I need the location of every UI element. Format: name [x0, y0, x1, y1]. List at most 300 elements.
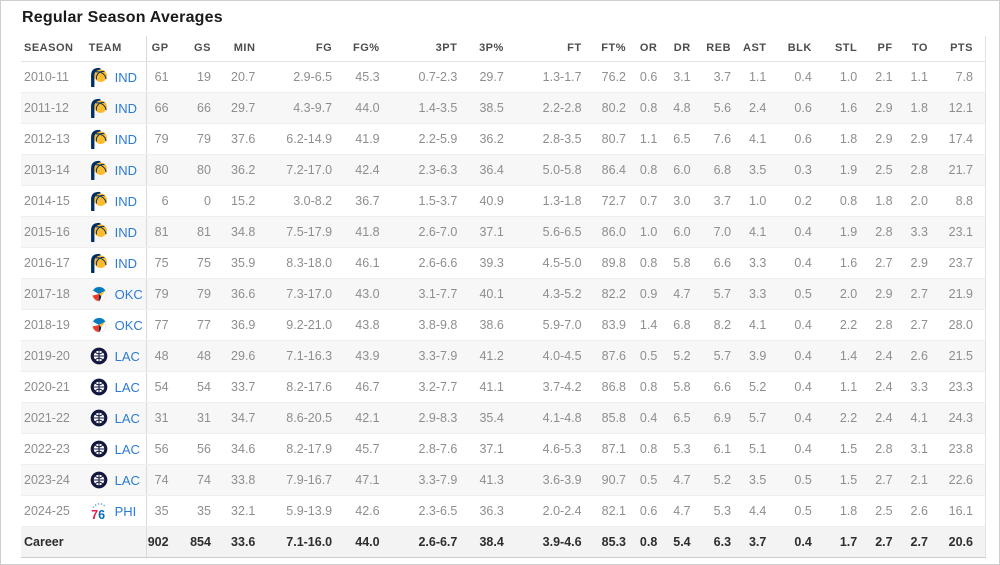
stat-fgp: 46.7 [344, 372, 391, 403]
stat-stl: 1.1 [824, 372, 869, 403]
stat-pts: 28.0 [940, 310, 986, 341]
team-cell [86, 62, 147, 93]
stat-ft: 5.0-5.8 [516, 155, 594, 186]
team-cell [86, 465, 147, 496]
season-label: 2019-20 [21, 341, 86, 372]
team-link-lac[interactable]: LAC [114, 472, 140, 488]
stat-blk: 0.4 [778, 372, 823, 403]
stat-reb: 6.9 [703, 403, 743, 434]
season-label: 2016-17 [21, 248, 86, 279]
stat-tpp: 39.3 [469, 248, 515, 279]
season-label: 2020-21 [21, 372, 86, 403]
stat-ftp: 89.8 [594, 248, 638, 279]
stat-reb: 8.2 [703, 310, 743, 341]
stat-stl: 2.0 [824, 279, 869, 310]
stat-pts: 23.3 [940, 372, 986, 403]
stat-reb: 7.6 [703, 124, 743, 155]
stat-tpt: 3.1-7.7 [392, 279, 470, 310]
stat-pf: 2.7 [869, 465, 904, 496]
season-label: 2021-22 [21, 403, 86, 434]
season-label: 2023-24 [21, 465, 86, 496]
stat-blk: 0.4 [778, 62, 823, 93]
stat-ftp: 82.1 [594, 496, 638, 527]
stat-reb: 5.3 [703, 496, 743, 527]
stat-tpp: 36.3 [469, 496, 515, 527]
stat-to: 2.9 [905, 248, 940, 279]
team-link-lac[interactable]: LAC [114, 348, 140, 364]
team-cell [86, 93, 147, 124]
stat-stl: 2.2 [824, 310, 869, 341]
pacers-logo-icon [89, 129, 109, 149]
team-link-lac[interactable]: LAC [114, 410, 140, 426]
stat-dr: 5.2 [669, 341, 702, 372]
stat-pts: 23.7 [940, 248, 986, 279]
stat-or: 0.7 [638, 186, 669, 217]
career-stat-tpp: 38.4 [469, 527, 515, 558]
table-row [21, 341, 986, 372]
stat-tpp: 35.4 [469, 403, 515, 434]
stat-tpt: 2.9-8.3 [392, 403, 470, 434]
stat-gs: 79 [181, 279, 223, 310]
stat-ftp: 80.2 [594, 93, 638, 124]
stat-gs: 79 [181, 124, 223, 155]
stat-reb: 6.6 [703, 248, 743, 279]
career-team-empty-cell [86, 527, 147, 558]
stat-fg: 7.1-16.3 [267, 341, 344, 372]
stat-fg: 7.2-17.0 [267, 155, 344, 186]
stat-to: 3.3 [905, 372, 940, 403]
stat-ftp: 86.4 [594, 155, 638, 186]
career-stat-dr: 5.4 [669, 527, 702, 558]
stat-pf: 2.8 [869, 217, 904, 248]
team-cell [86, 248, 147, 279]
stat-or: 1.0 [638, 217, 669, 248]
stat-pf: 2.1 [869, 62, 904, 93]
team-link-lac[interactable]: LAC [114, 441, 140, 457]
stat-gp: 66 [146, 93, 180, 124]
stat-fg: 6.2-14.9 [267, 124, 344, 155]
career-stat-gs: 854 [181, 527, 223, 558]
stat-ft: 1.3-1.7 [516, 62, 594, 93]
table-row [21, 403, 986, 434]
stat-reb: 5.6 [703, 93, 743, 124]
table-row [21, 124, 986, 155]
stat-tpt: 3.3-7.9 [392, 341, 470, 372]
season-label: 2018-19 [21, 310, 86, 341]
stat-fgp: 41.8 [344, 217, 391, 248]
stat-tpt: 2.3-6.5 [392, 496, 470, 527]
stat-ft: 2.0-2.4 [516, 496, 594, 527]
column-header-tpt: 3PT [392, 36, 470, 62]
stat-pf: 2.9 [869, 93, 904, 124]
column-header-pf: PF [869, 36, 904, 62]
thunder-logo-icon [89, 284, 109, 304]
stat-gp: 81 [146, 217, 180, 248]
stat-min: 36.2 [223, 155, 267, 186]
stat-fg: 7.9-16.7 [267, 465, 344, 496]
stat-blk: 0.4 [778, 403, 823, 434]
team-link-ind[interactable]: IND [114, 131, 138, 147]
stat-dr: 4.8 [669, 93, 702, 124]
career-stat-reb: 6.3 [703, 527, 743, 558]
stat-fgp: 42.4 [344, 155, 391, 186]
team-link-okc[interactable]: OKC [114, 317, 143, 333]
team-cell [86, 124, 147, 155]
stat-or: 0.8 [638, 248, 669, 279]
stat-gs: 80 [181, 155, 223, 186]
stat-tpp: 41.1 [469, 372, 515, 403]
stat-fgp: 43.0 [344, 279, 391, 310]
stat-to: 2.8 [905, 155, 940, 186]
stat-pts: 22.6 [940, 465, 986, 496]
stat-gp: 48 [146, 341, 180, 372]
season-averages-table [21, 36, 986, 558]
stat-gs: 31 [181, 403, 223, 434]
stat-fg: 8.2-17.6 [267, 372, 344, 403]
stat-pf: 2.4 [869, 372, 904, 403]
stat-pf: 2.9 [869, 124, 904, 155]
stat-dr: 3.1 [669, 62, 702, 93]
stat-gs: 35 [181, 496, 223, 527]
stat-stl: 1.8 [824, 496, 869, 527]
team-cell [86, 279, 147, 310]
stat-tpt: 3.2-7.7 [392, 372, 470, 403]
column-header-tpp: 3P% [469, 36, 515, 62]
stat-fgp: 45.3 [344, 62, 391, 93]
stat-fg: 8.3-18.0 [267, 248, 344, 279]
clippers-logo-icon [89, 439, 109, 459]
stat-fg: 9.2-21.0 [267, 310, 344, 341]
stat-reb: 5.2 [703, 465, 743, 496]
career-stat-or: 0.8 [638, 527, 669, 558]
stat-ftp: 72.7 [594, 186, 638, 217]
stat-pf: 2.7 [869, 248, 904, 279]
stat-gs: 77 [181, 310, 223, 341]
table-row [21, 465, 986, 496]
stat-gp: 31 [146, 403, 180, 434]
stat-ft: 4.5-5.0 [516, 248, 594, 279]
stat-min: 33.7 [223, 372, 267, 403]
table-body [21, 62, 986, 527]
stat-or: 0.5 [638, 465, 669, 496]
team-cell [86, 496, 147, 527]
stat-fgp: 46.1 [344, 248, 391, 279]
stat-tpp: 37.1 [469, 217, 515, 248]
column-header-team: TEAM [86, 36, 147, 62]
clippers-logo-icon [89, 377, 109, 397]
stat-min: 20.7 [223, 62, 267, 93]
column-header-to: TO [905, 36, 940, 62]
stat-fgp: 43.9 [344, 341, 391, 372]
pacers-logo-icon [89, 160, 109, 180]
stat-ast: 5.7 [743, 403, 778, 434]
team-link-ind[interactable]: IND [114, 100, 138, 116]
stat-pts: 23.8 [940, 434, 986, 465]
season-label: 2024-25 [21, 496, 86, 527]
team-cell [86, 186, 147, 217]
stat-stl: 1.9 [824, 217, 869, 248]
stat-min: 36.6 [223, 279, 267, 310]
team-cell [86, 310, 147, 341]
stat-pts: 7.8 [940, 62, 986, 93]
team-link-ind[interactable]: IND [114, 69, 138, 85]
stat-pf: 2.5 [869, 496, 904, 527]
stat-or: 1.4 [638, 310, 669, 341]
column-header-gs: GS [181, 36, 223, 62]
column-header-pts: PTS [940, 36, 986, 62]
stat-tpt: 3.3-7.9 [392, 465, 470, 496]
stat-pts: 23.1 [940, 217, 986, 248]
stat-min: 34.8 [223, 217, 267, 248]
stat-to: 1.8 [905, 93, 940, 124]
career-stat-ast: 3.7 [743, 527, 778, 558]
stat-ast: 4.1 [743, 310, 778, 341]
stat-gp: 79 [146, 124, 180, 155]
stat-ast: 5.2 [743, 372, 778, 403]
stat-blk: 0.6 [778, 93, 823, 124]
stat-ast: 3.3 [743, 279, 778, 310]
column-header-stl: STL [824, 36, 869, 62]
stat-dr: 5.8 [669, 248, 702, 279]
stat-gp: 80 [146, 155, 180, 186]
stat-fg: 7.5-17.9 [267, 217, 344, 248]
stat-pf: 1.8 [869, 186, 904, 217]
stat-tpt: 3.8-9.8 [392, 310, 470, 341]
stat-blk: 0.2 [778, 186, 823, 217]
career-stat-tpt: 2.6-6.7 [392, 527, 470, 558]
stat-tpp: 41.3 [469, 465, 515, 496]
stat-fg: 8.2-17.9 [267, 434, 344, 465]
team-cell [86, 155, 147, 186]
stat-tpp: 40.1 [469, 279, 515, 310]
team-cell [86, 434, 147, 465]
stat-fg: 2.9-6.5 [267, 62, 344, 93]
column-header-reb: REB [703, 36, 743, 62]
stat-gp: 56 [146, 434, 180, 465]
stat-ft: 5.9-7.0 [516, 310, 594, 341]
stat-gp: 74 [146, 465, 180, 496]
stat-ast: 1.1 [743, 62, 778, 93]
stat-ftp: 87.6 [594, 341, 638, 372]
stat-gs: 0 [181, 186, 223, 217]
stat-tpt: 2.6-7.0 [392, 217, 470, 248]
stat-tpt: 1.4-3.5 [392, 93, 470, 124]
stat-fgp: 42.1 [344, 403, 391, 434]
team-cell [86, 372, 147, 403]
stat-pts: 24.3 [940, 403, 986, 434]
stat-dr: 4.7 [669, 496, 702, 527]
stat-min: 35.9 [223, 248, 267, 279]
stat-stl: 0.8 [824, 186, 869, 217]
stat-dr: 6.5 [669, 403, 702, 434]
stat-to: 3.1 [905, 434, 940, 465]
pacers-logo-icon [89, 98, 109, 118]
stat-ft: 5.6-6.5 [516, 217, 594, 248]
stat-pf: 2.5 [869, 155, 904, 186]
stat-ast: 2.4 [743, 93, 778, 124]
team-cell [86, 217, 147, 248]
table-row [21, 93, 986, 124]
stat-tpt: 2.2-5.9 [392, 124, 470, 155]
stat-gp: 6 [146, 186, 180, 217]
stat-ftp: 80.7 [594, 124, 638, 155]
team-link-ind[interactable]: IND [114, 224, 138, 240]
column-header-fg: FG [267, 36, 344, 62]
stat-ft: 3.7-4.2 [516, 372, 594, 403]
table-header [21, 36, 986, 62]
career-stat-ftp: 85.3 [594, 527, 638, 558]
stat-fgp: 47.1 [344, 465, 391, 496]
stat-tpp: 36.2 [469, 124, 515, 155]
stat-ft: 2.8-3.5 [516, 124, 594, 155]
season-label: 2017-18 [21, 279, 86, 310]
stat-to: 2.1 [905, 465, 940, 496]
career-row [21, 527, 986, 558]
column-header-dr: DR [669, 36, 702, 62]
stat-to: 1.1 [905, 62, 940, 93]
stat-stl: 1.6 [824, 248, 869, 279]
stat-fgp: 44.0 [344, 93, 391, 124]
column-header-gp: GP [146, 36, 180, 62]
stat-pts: 8.8 [940, 186, 986, 217]
stat-dr: 5.8 [669, 372, 702, 403]
pacers-logo-icon [89, 222, 109, 242]
stat-or: 0.9 [638, 279, 669, 310]
stat-ast: 5.1 [743, 434, 778, 465]
stat-ftp: 86.0 [594, 217, 638, 248]
stat-ftp: 86.8 [594, 372, 638, 403]
stat-gs: 66 [181, 93, 223, 124]
stat-gs: 48 [181, 341, 223, 372]
stat-min: 34.7 [223, 403, 267, 434]
stat-stl: 1.4 [824, 341, 869, 372]
stat-min: 29.7 [223, 93, 267, 124]
column-header-blk: BLK [778, 36, 823, 62]
stat-pf: 2.9 [869, 279, 904, 310]
team-link-lac[interactable]: LAC [114, 379, 140, 395]
stat-fg: 4.3-9.7 [267, 93, 344, 124]
stat-tpt: 2.6-6.6 [392, 248, 470, 279]
column-header-season: SEASON [21, 36, 86, 62]
stat-ast: 4.4 [743, 496, 778, 527]
team-link-phi[interactable]: PHI [114, 503, 137, 519]
stat-dr: 6.0 [669, 217, 702, 248]
stat-or: 0.6 [638, 496, 669, 527]
stat-or: 0.8 [638, 434, 669, 465]
stat-blk: 0.4 [778, 310, 823, 341]
team-link-okc[interactable]: OKC [114, 286, 143, 302]
stat-tpp: 36.4 [469, 155, 515, 186]
pacers-logo-icon [89, 253, 109, 273]
stat-to: 3.3 [905, 217, 940, 248]
career-stat-fgp: 44.0 [344, 527, 391, 558]
stat-gs: 75 [181, 248, 223, 279]
stat-gs: 56 [181, 434, 223, 465]
stat-or: 0.8 [638, 372, 669, 403]
stat-blk: 0.5 [778, 279, 823, 310]
stat-ftp: 87.1 [594, 434, 638, 465]
stat-blk: 0.5 [778, 496, 823, 527]
stat-fgp: 41.9 [344, 124, 391, 155]
team-link-ind[interactable]: IND [114, 193, 138, 209]
stat-or: 0.5 [638, 341, 669, 372]
svg-text:6: 6 [97, 507, 105, 521]
stat-tpt: 1.5-3.7 [392, 186, 470, 217]
career-stat-gp: 902 [146, 527, 180, 558]
stat-stl: 1.9 [824, 155, 869, 186]
stat-reb: 6.1 [703, 434, 743, 465]
stat-reb: 3.7 [703, 186, 743, 217]
stat-ftp: 85.8 [594, 403, 638, 434]
table-footer [21, 527, 986, 558]
stat-gs: 19 [181, 62, 223, 93]
stat-ft: 4.1-4.8 [516, 403, 594, 434]
stat-dr: 5.3 [669, 434, 702, 465]
table-header-row [21, 36, 986, 62]
team-link-ind[interactable]: IND [114, 162, 138, 178]
stat-fgp: 36.7 [344, 186, 391, 217]
page-title: Regular Season Averages [22, 9, 223, 26]
stat-ftp: 82.2 [594, 279, 638, 310]
stat-ftp: 83.9 [594, 310, 638, 341]
column-header-ast: AST [743, 36, 778, 62]
stat-pts: 16.1 [940, 496, 986, 527]
stat-to: 2.6 [905, 496, 940, 527]
stat-ast: 1.0 [743, 186, 778, 217]
stat-stl: 1.6 [824, 93, 869, 124]
table-row [21, 155, 986, 186]
stat-dr: 4.7 [669, 279, 702, 310]
stat-dr: 4.7 [669, 465, 702, 496]
stat-fg: 5.9-13.9 [267, 496, 344, 527]
team-link-ind[interactable]: IND [114, 255, 138, 271]
stat-to: 4.1 [905, 403, 940, 434]
stat-to: 2.9 [905, 124, 940, 155]
stat-ast: 4.1 [743, 124, 778, 155]
stat-reb: 5.7 [703, 341, 743, 372]
career-stat-pts: 20.6 [940, 527, 986, 558]
stat-ast: 3.5 [743, 155, 778, 186]
stat-reb: 6.8 [703, 155, 743, 186]
stat-tpt: 2.8-7.6 [392, 434, 470, 465]
stat-pts: 12.1 [940, 93, 986, 124]
svg-text:7: 7 [90, 507, 98, 521]
stat-blk: 0.4 [778, 341, 823, 372]
stat-pts: 21.9 [940, 279, 986, 310]
career-stat-stl: 1.7 [824, 527, 869, 558]
stat-tpp: 40.9 [469, 186, 515, 217]
career-stat-fg: 7.1-16.0 [267, 527, 344, 558]
table-row [21, 62, 986, 93]
table-row [21, 496, 986, 527]
stat-ftp: 90.7 [594, 465, 638, 496]
season-label: 2012-13 [21, 124, 86, 155]
stat-stl: 1.0 [824, 62, 869, 93]
stat-stl: 2.2 [824, 403, 869, 434]
stat-tpp: 41.2 [469, 341, 515, 372]
stat-dr: 6.8 [669, 310, 702, 341]
stat-fg: 3.0-8.2 [267, 186, 344, 217]
stat-min: 36.9 [223, 310, 267, 341]
column-header-or: OR [638, 36, 669, 62]
stat-ft: 4.6-5.3 [516, 434, 594, 465]
table-row [21, 186, 986, 217]
stat-tpt: 2.3-6.3 [392, 155, 470, 186]
stat-tpp: 38.5 [469, 93, 515, 124]
stat-blk: 0.5 [778, 465, 823, 496]
column-header-fgp: FG% [344, 36, 391, 62]
column-header-min: MIN [223, 36, 267, 62]
